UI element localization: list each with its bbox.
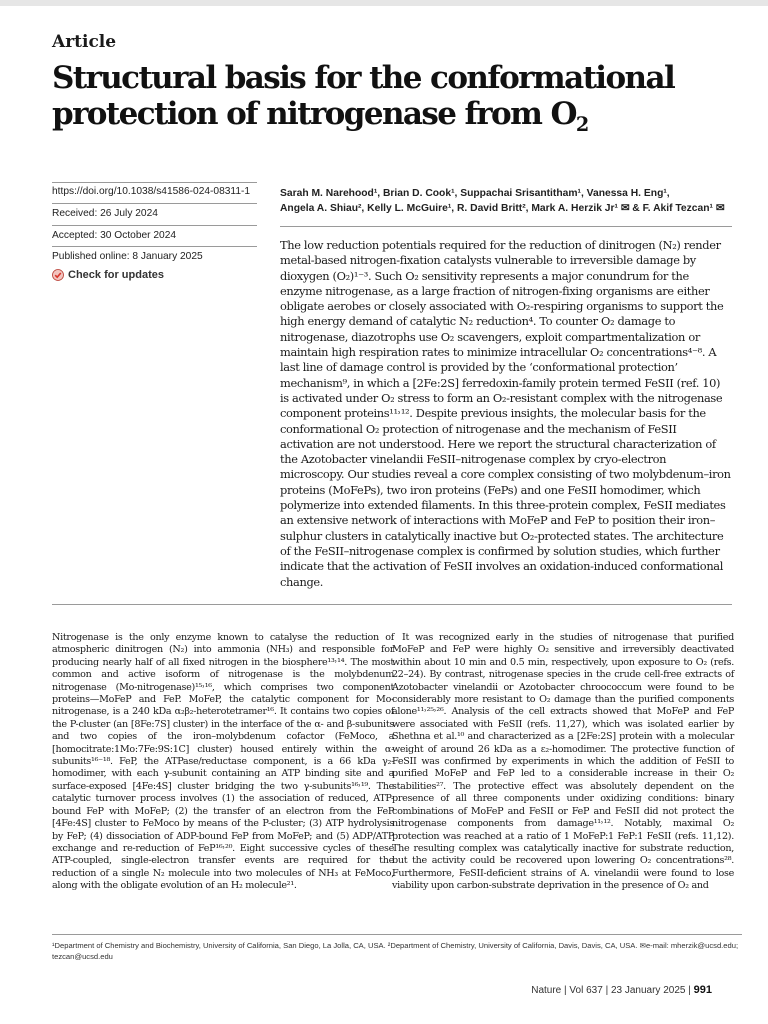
meta-rule-2 (52, 225, 257, 226)
body-column-right: It was recognized early in the studies of nitrogenase that purified MoFeP and FeP were highly O₂ sensitive and irreversibly deactivated within about 10 min and 0.5 min, respectively, upon exposure to O₂ (refs. 22–24). By contrast, nitrogenase species in the crude cell-free extracts of Azotobacter vinelandii or Azotobacter chroococcum were found to be considerably more resistant to O₂ damage than the purified components alone¹¹˒²⁵˒²⁶. Analysis of the cell extracts showed that MoFeP and FeP were associated with FeSII (refs. 11,27), which was isolated earlier by Shethna et al.¹⁰ and characterized as a [2Fe:2S] protein with a molecular weight of around 26 kDa as a ε₂-homodimer. The protective function of FeSII was confirmed by experiments in which the addition of FeSII to purified MoFeP and FeP led to a considerable increase in their O₂ stabilities²⁷. The protective effect was absolutely dependent on the presence of all three components under oxidizing conditions: binary combinations of MoFeP and FeSII or FeP and FeSII did not protect the nitrogenase components from damage¹¹˒¹². Notably, maximal O₂ protection was reached at a ratio of 1 MoFeP:1 FeP:1 FeSII (refs. 11,12). The resulting complex was catalytically inactive for substrate reduction, but the activity could be recovered upon lowering O₂ concentrations²⁸. Furthermore, FeSII-deficient strains of A. vinelandii were found to lose viability upon carbon-substrate deprivation in the presence of O₂ and (392, 632, 734, 892)
check-for-updates-label: Check for updates (68, 269, 164, 281)
footer-sep-1: | (564, 985, 570, 996)
author-line-1: Sarah M. Narehood¹, Brian D. Cook¹, Suppachai Srisantitham¹, Vanessa H. Eng¹, (280, 188, 670, 199)
author-line-2: Angela A. Shiau², Kelly L. McGuire¹, R. David Britt², Mark A. Herzik Jr¹ ✉ & F. Akif Tezcan¹ ✉ (280, 203, 725, 214)
abstract-rule (52, 604, 732, 605)
meta-rule-top (52, 182, 257, 183)
page-number: 991 (693, 984, 712, 996)
accepted-date: Accepted: 30 October 2024 (52, 230, 177, 241)
paper-title-text: Structural basis for the conformational protection of nitrogenase from O (52, 60, 675, 132)
footnote-rule (52, 934, 742, 935)
body-column-left: Nitrogenase is the only enzyme known to catalyse the reduction of atmospheric dinitrogen (N₂) into ammonia (NH₃) and responsible for producing nearly half of all fixed nitrogen in the biosphere¹³˒¹⁴. The most common and active isoform of nitrogenase is the molybdenum nitrogenase (Mo-nitrogenase)¹⁵˒¹⁶, which comprises two component proteins—MoFeP and FeP. MoFeP, the catalytic component for Mo-nitrogenase, is a 240 kDa α₂β₂-heterotetramer¹⁶. It contains two copies of the P-cluster (an [8Fe:7S] cluster) in the interface of the α- and β-subunits and two copies of the iron–molybdenum cofactor (FeMoco, a [homocitrate:1Mo:7Fe:9S:1C] cluster) housed entirely within the α-subunits¹⁶⁻¹⁸. FeP, the ATPase/reductase component, is a 66 kDa γ₂-homodimer, with each γ-subunit containing an ATP binding site and a surface-exposed [4Fe:4S] cluster bridging the two γ-subunits¹⁶˒¹⁹. The catalytic turnover process involves (1) the association of reduced, ATP-bound FeP with MoFeP; (2) the transfer of an electron from the FeP [4Fe:4S] cluster to FeMoco by means of the P-cluster; (3) ATP hydrolysis by FeP; (4) dissociation of ADP-bound FeP from MoFeP; and (5) ADP/ATP exchange and re-reduction of FeP¹⁶˒²⁰. Eight successive cycles of these ATP-coupled, single-electron transfer events are required for the reduction of a single N₂ molecule into two molecules of NH₃ at FeMoco, along with the obligate evolution of an H₂ molecule²¹. (52, 632, 394, 892)
check-for-updates-button[interactable] (52, 266, 164, 284)
affiliations-footnote: ¹Department of Chemistry and Biochemistry, University of California, San Diego, La Jolla, CA, USA. ²Department of Chemistry, University of California, Davis, Davis, CA, USA. ✉e-mail: mherzik@ucsd.edu; tezcan@ucsd.edu (52, 941, 739, 961)
author-rule (280, 226, 732, 227)
top-bar (0, 0, 768, 6)
author-list (280, 186, 740, 216)
meta-rule-1 (52, 203, 257, 204)
footer-journal: Nature (531, 985, 562, 996)
footer-date: 23 January 2025 (610, 985, 686, 996)
published-date: Published online: 8 January 2025 (52, 251, 203, 262)
page-footer (531, 984, 712, 996)
footer-volume: Vol 637 (569, 985, 603, 996)
article-label: Article (52, 32, 117, 52)
footer-sep-3: | (688, 985, 694, 996)
check-for-updates-icon (52, 269, 64, 281)
abstract: The low reduction potentials required for the reduction of dinitrogen (N₂) render metal-based nitrogen-fixation catalysts vulnerable to irreversible damage by dioxygen (O₂)¹⁻³. Such O₂ sensitivity represents a major conundrum for the enzyme nitrogenase, as a large fraction of nitrogen-fixing organisms are either obligate aerobes or closely associated with O₂-respiring organisms to support the high energy demand of catalytic N₂ reduction⁴. To counter O₂ damage to nitrogenase, diazotrophs use O₂ scavengers, exploit compartmentalization or maintain high respiration rates to minimize intracellular O₂ concentrations⁴⁻⁸. A last line of damage control is provided by the ‘conformational protection’ mechanism⁹, in which a [2Fe:2S] ferredoxin-family protein termed FeSII (ref. 10) is activated under O₂ stress to form an O₂-resistant complex with the nitrogenase component proteins¹¹˒¹². Despite previous insights, the molecular basis for the conformational O₂ protection of nitrogenase and the mechanism of FeSII activation are not understood. Here we report the structural characterization of the Azotobacter vinelandii FeSII–nitrogenase complex by cryo-electron microscopy. Our studies reveal a core complex consisting of two molybdenum–iron proteins (MoFePs), two iron proteins (FePs) and one FeSII homodimer, which polymerize into extended filaments. In this three-protein complex, FeSII mediates an extensive network of interactions with MoFeP and FeP to position their iron–sulphur clusters in catalytically inactive but O₂-protected states. The architecture of the FeSII–nitrogenase complex is confirmed by solution studies, which further indicate that the activation of FeSII involves an oxidation-induced conformational change. (280, 238, 731, 589)
received-date: Received: 26 July 2024 (52, 208, 158, 219)
footer-sep-2: | (605, 985, 611, 996)
paper-title (52, 60, 732, 137)
paper-title-subscript: 2 (575, 113, 588, 137)
doi-link[interactable]: https://doi.org/10.1038/s41586-024-08311-1 (52, 186, 251, 197)
meta-rule-3 (52, 246, 257, 247)
